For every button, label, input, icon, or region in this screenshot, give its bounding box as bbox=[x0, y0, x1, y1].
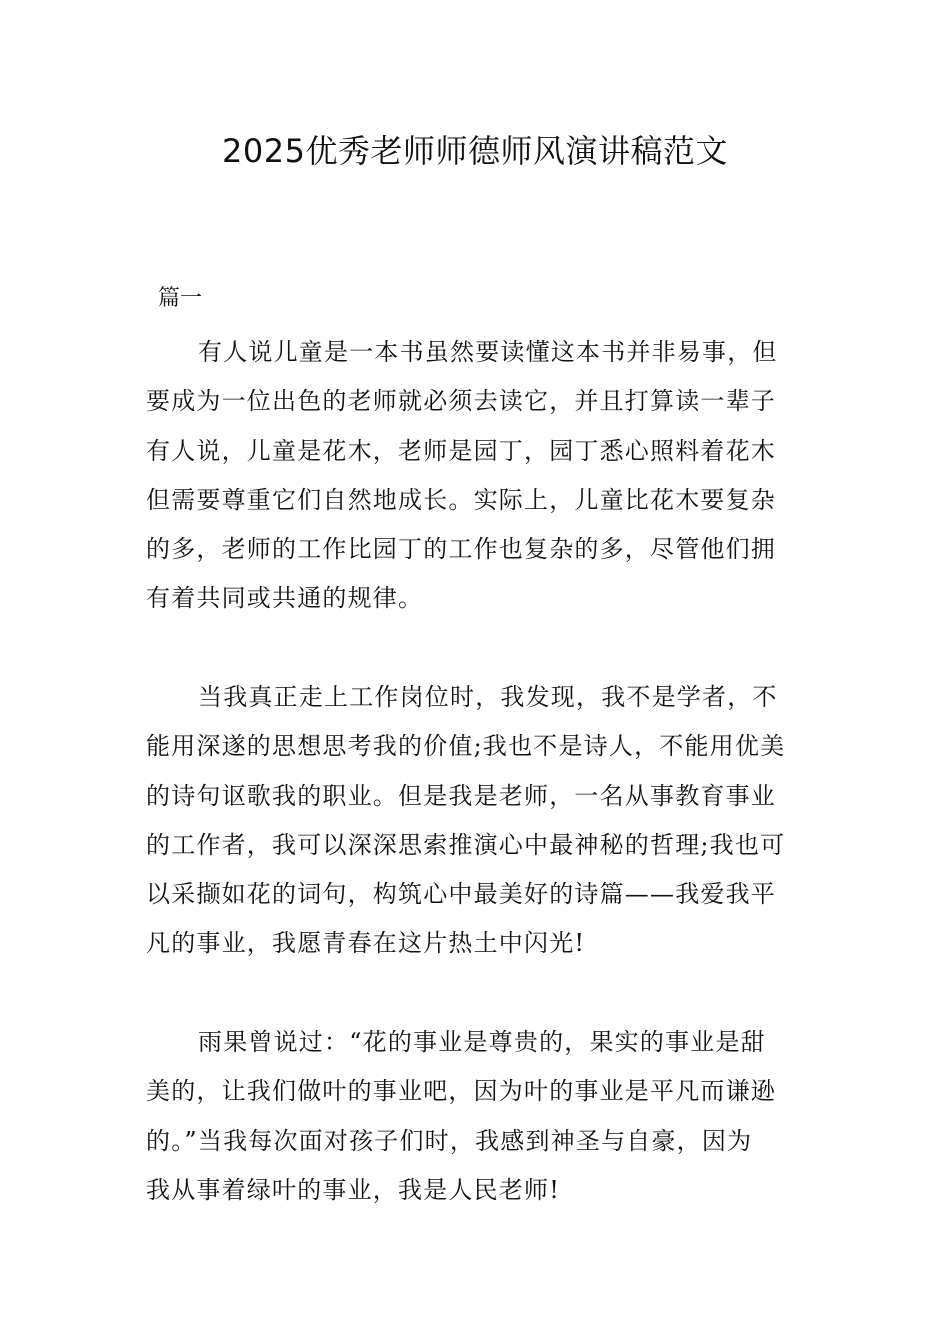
paragraph-line: 美的，让我们做叶的事业吧，因为叶的事业是平凡而谦逊 bbox=[146, 1077, 776, 1106]
paragraph-line: 我从事着绿叶的事业，我是人民老师! bbox=[146, 1175, 561, 1204]
paragraph-1 bbox=[146, 328, 806, 624]
paragraph-line: 以采撷如花的词句，构筑心中最美好的诗篇——我爱我平 bbox=[146, 880, 776, 909]
paragraph-line: 有着共同或共通的规律。 bbox=[146, 584, 424, 613]
paragraph-line: 有人说儿童是一本书虽然要读懂这本书并非易事，但 bbox=[198, 338, 778, 366]
paragraph-line: 的诗句讴歌我的职业。但是我是老师，一名从事教育事业 bbox=[146, 781, 776, 810]
paragraph-line: 的多，老师的工作比园丁的工作也复杂的多，尽管他们拥 bbox=[146, 535, 776, 564]
paragraph-3 bbox=[146, 1018, 806, 1215]
paragraph-line: 要成为一位出色的老师就必须去读它，并且打算读一辈子 bbox=[146, 387, 776, 416]
paragraph-line: 凡的事业，我愿青春在这片热土中闪光! bbox=[146, 929, 586, 958]
paragraph-line: 能用深遂的思想思考我的价值;我也不是诗人，不能用优美 bbox=[146, 732, 786, 761]
paragraph-line: 的。”当我每次面对孩子们时，我感到神圣与自豪，因为 bbox=[146, 1126, 753, 1155]
section-label: 篇一 bbox=[158, 286, 203, 311]
paragraph-line: 雨果曾说过：“花的事业是尊贵的，果实的事业是甜 bbox=[198, 1028, 766, 1056]
paragraph-line: 有人说，儿童是花木，老师是园丁，园丁悉心照料着花木 bbox=[146, 436, 776, 465]
paragraph-line: 的工作者，我可以深深思索推演心中最神秘的哲理;我也可 bbox=[146, 830, 786, 859]
paragraph-line: 当我真正走上工作岗位时，我发现，我不是学者，不 bbox=[198, 683, 778, 711]
document-title: 2025优秀老师师德师风演讲稿范文 bbox=[222, 132, 728, 170]
paragraph-line: 但需要尊重它们自然地成长。实际上，儿童比花木要复杂 bbox=[146, 485, 776, 514]
paragraph-2 bbox=[146, 673, 806, 969]
